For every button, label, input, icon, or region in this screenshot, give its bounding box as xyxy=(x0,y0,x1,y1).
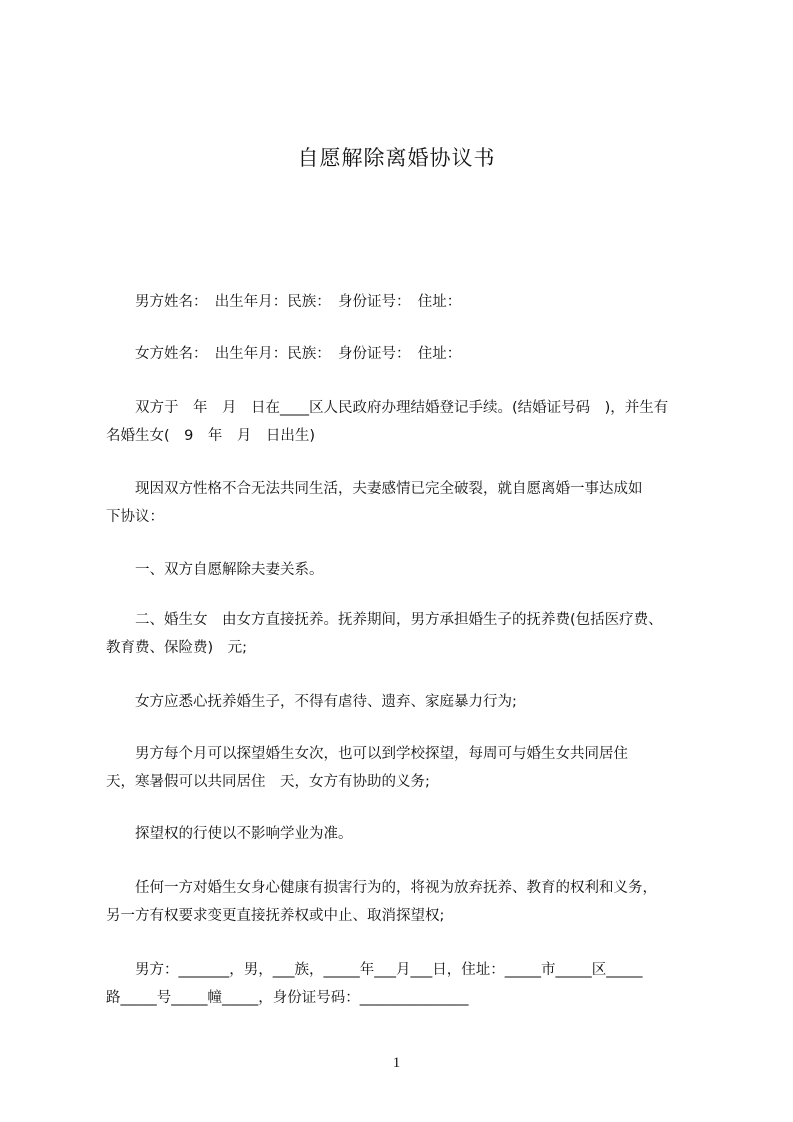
text-line: 另一方有权要求变更直接抚养权或中止、取消探望权; xyxy=(106,908,445,924)
text-line: 天，寒暑假可以共同居住 天，女方有协助的义务; xyxy=(106,774,430,790)
page-number: 1 xyxy=(392,1055,401,1071)
paragraph-marriage-registration xyxy=(106,394,706,450)
document-title: 自愿解除离婚协议书 xyxy=(297,146,496,170)
paragraph-clause-2 xyxy=(106,606,706,662)
paragraph-male-info xyxy=(106,288,706,316)
text-line: 一、双方自愿解除夫妻关系。 xyxy=(106,562,324,578)
text-line: 路_____号_____幢_____，身份证号码：_______________ xyxy=(106,990,469,1006)
text-line: 女方应悉心抚养婚生子，不得有虐待、遗弃、家庭暴力行为; xyxy=(106,694,517,710)
paragraph-male-details xyxy=(106,956,706,1012)
text-line: 下协议： xyxy=(106,509,164,525)
paragraph-clause-1 xyxy=(106,556,706,584)
text-line: 二、婚生女 由女方直接抚养。抚养期间，男方承担婚生子的抚养费(包括医疗费、 xyxy=(106,612,663,628)
text-line: 女方姓名： 出生年月：民族： 身份证号： 住址： xyxy=(106,346,462,362)
paragraph-female-info xyxy=(106,340,706,368)
paragraph-visitation xyxy=(106,740,706,796)
text-line: 男方姓名： 出生年月：民族： 身份证号： 住址： xyxy=(106,294,462,310)
paragraph-reason xyxy=(106,475,706,531)
text-line: 男方：_______，男，___族，_____年___月___日，住址：_____市_____区_____ xyxy=(106,962,643,978)
paragraph-visitation-limit xyxy=(106,820,706,848)
text-line: 任何一方对婚生女身心健康有损害行为的，将视为放弃抚养、教育的权利和义务， xyxy=(106,880,657,896)
paragraph-harm-clause xyxy=(106,874,706,930)
text-line: 名婚生女( 9 年 月 日出生) xyxy=(106,428,316,444)
text-line: 教育费、保险费) 元; xyxy=(106,640,248,656)
text-line: 探望权的行使以不影响学业为准。 xyxy=(106,826,353,842)
text-line: 现因双方性格不合无法共同生活，夫妻感情已完全破裂，就自愿离婚一事达成如 xyxy=(106,481,643,497)
text-line: 男方每个月可以探望婚生女次，也可以到学校探望，每周可与婚生女共同居住 xyxy=(106,746,628,762)
paragraph-female-duty xyxy=(106,688,706,716)
text-line: 双方于 年 月 日在____区人民政府办理结婚登记手续。(结婚证号码 )，并生有 xyxy=(106,400,669,416)
